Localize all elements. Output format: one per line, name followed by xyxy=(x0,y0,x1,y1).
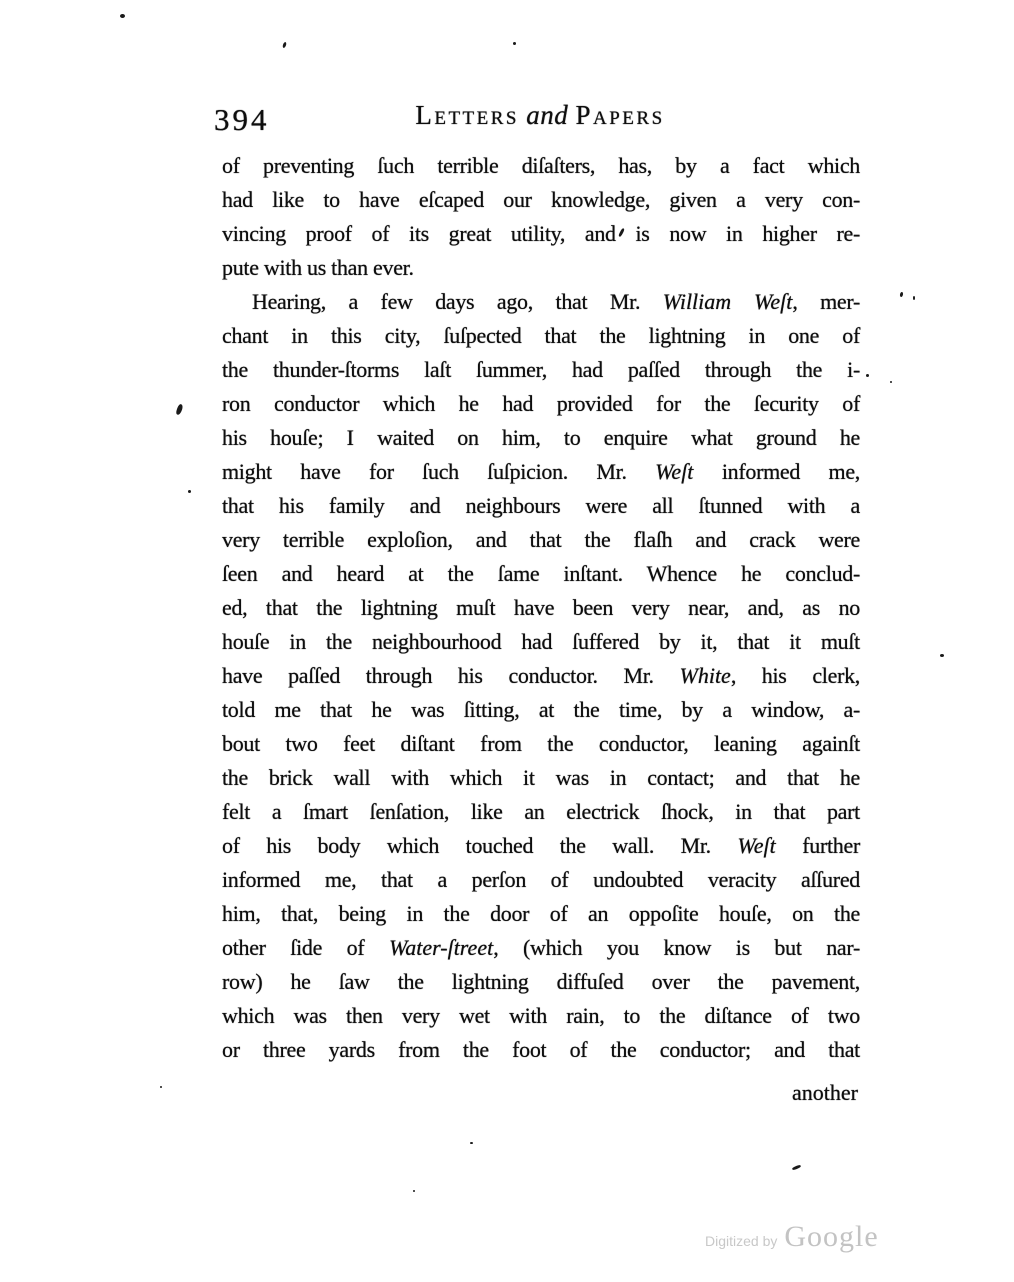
running-title-segment: Letters xyxy=(415,100,519,130)
scan-speck xyxy=(890,381,892,383)
text-line: that his family and neighbours were all ſtunned with a xyxy=(222,493,860,518)
text-block xyxy=(222,149,860,1067)
scan-speck xyxy=(792,1164,801,1170)
text-line: might have for ſuch ſuſpicion. Mr. Weſt informed me, xyxy=(222,459,860,484)
text-line: vincing proof of its great utility, and is now in higher re- xyxy=(222,221,860,246)
scan-speck xyxy=(513,42,516,45)
text-line: of preventing ſuch terrible diſaſters, has, by a fact which xyxy=(222,153,860,178)
scan-speck xyxy=(866,374,869,377)
digitized-by-label: Digitized by xyxy=(705,1233,778,1249)
scan-speck xyxy=(160,1086,162,1088)
text-line: ſeen and heard at the ſame inſtant. Whence he conclud- xyxy=(222,561,860,586)
text-line: have paſſed through his conductor. Mr. White, his clerk, xyxy=(222,663,860,688)
text-line: other ſide of Water-ſtreet, (which you know is but nar- xyxy=(222,935,860,960)
running-title xyxy=(222,100,858,131)
scan-speck xyxy=(175,403,183,415)
text-line: chant in this city, ſuſpected that the lightning in one of xyxy=(222,323,860,348)
running-title-segment: and xyxy=(519,100,576,130)
text-line: the brick wall with which it was in contact; and that he xyxy=(222,765,860,790)
text-line: the thunder-ſtorms laſt ſummer, had paſſed through the i- xyxy=(222,357,860,382)
text-line: had like to have eſcaped our knowledge, given a very con- xyxy=(222,187,860,212)
text-line: him, that, being in the door of an oppoſite houſe, on the xyxy=(222,901,860,926)
scan-speck xyxy=(913,296,915,300)
text-line: told me that he was ſitting, at the time, by a window, a- xyxy=(222,697,860,722)
catchword: another xyxy=(792,1080,858,1105)
text-line: Hearing, a few days ago, that Mr. William Weſt, mer- xyxy=(252,289,860,314)
text-line: informed me, that a perſon of undoubted veracity aſſured xyxy=(222,867,860,892)
text-line: felt a ſmart ſenſation, like an electrick ſhock, in that part xyxy=(222,799,860,824)
text-line: which was then very wet with rain, to the diſtance of two xyxy=(222,1003,860,1028)
text-line: his houſe; I waited on him, to enquire what ground he xyxy=(222,425,860,450)
text-line: pute with us than ever. xyxy=(222,255,414,280)
scan-speck xyxy=(900,292,904,298)
text-line: houſe in the neighbourhood had ſuffered by it, that it muſt xyxy=(222,629,860,654)
scan-speck xyxy=(120,14,125,18)
google-logo: Google xyxy=(784,1220,879,1253)
text-line: row) he ſaw the lightning diffuſed over the pavement, xyxy=(222,969,860,994)
scan-speck xyxy=(413,1190,415,1192)
text-line: ron conductor which he had provided for the ſecurity of xyxy=(222,391,860,416)
text-line: very terrible exploſion, and that the flaſh and crack were xyxy=(222,527,860,552)
scan-speck xyxy=(188,490,191,493)
text-line: bout two feet diſtant from the conductor, leaning againſt xyxy=(222,731,860,756)
page-number: 394 xyxy=(214,102,270,137)
scan-speck xyxy=(470,1142,473,1144)
text-line: or three yards from the foot of the conductor; and that xyxy=(222,1037,860,1062)
scan-speck xyxy=(940,654,944,657)
text-line: of his body which touched the wall. Mr. Weſt further xyxy=(222,833,860,858)
running-title-segment: Papers xyxy=(575,100,665,130)
text-line: ed, that the lightning muſt have been very near, and, as no xyxy=(222,595,860,620)
scan-speck xyxy=(282,42,287,49)
google-watermark xyxy=(705,1220,879,1254)
